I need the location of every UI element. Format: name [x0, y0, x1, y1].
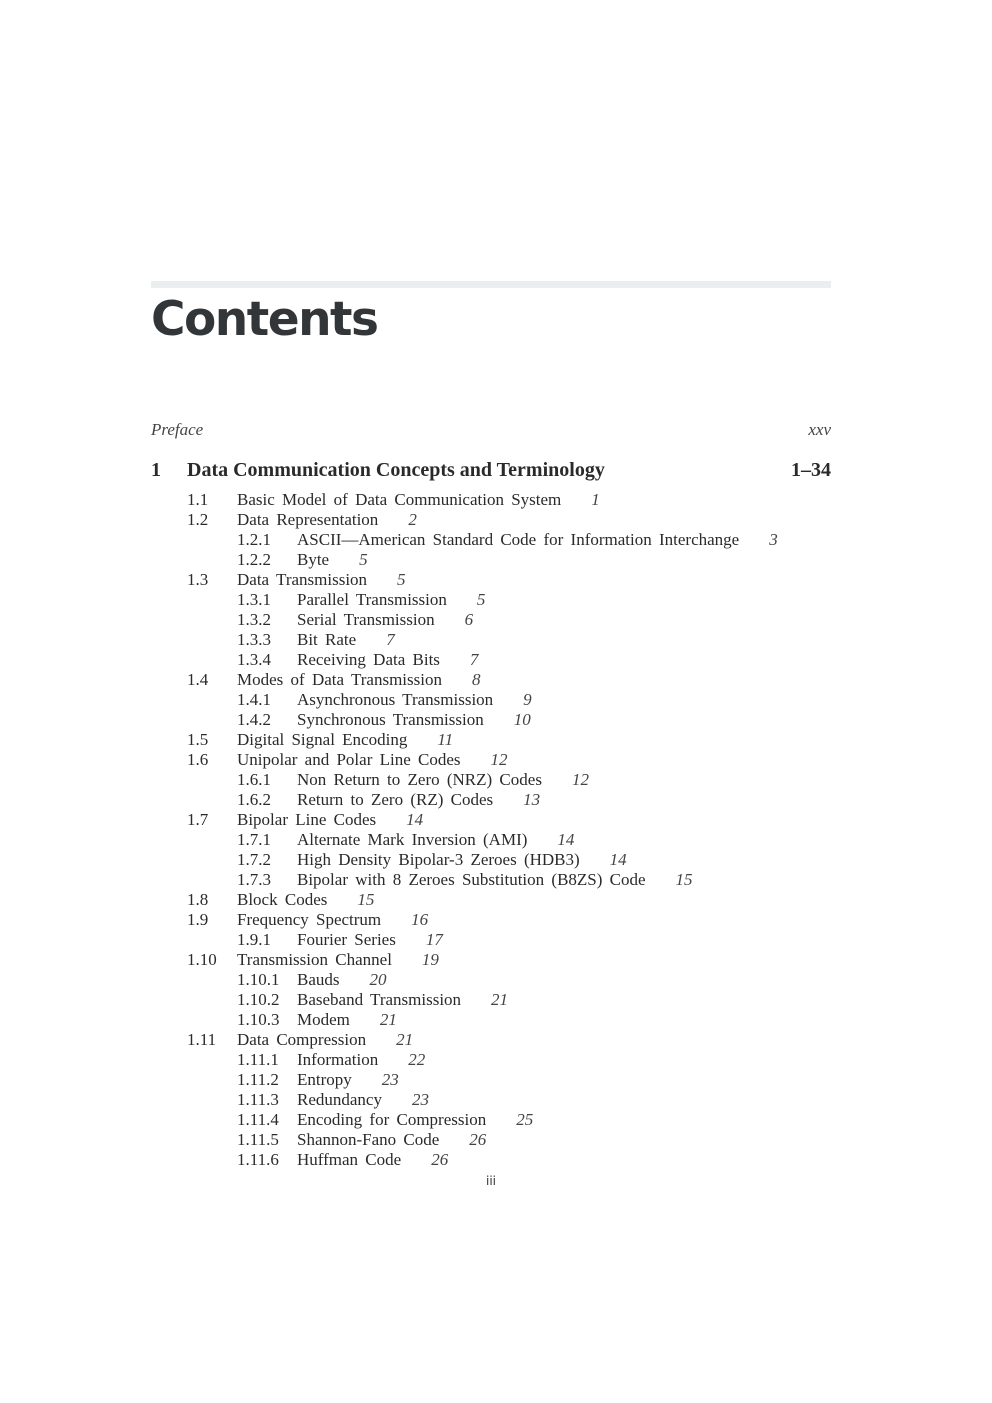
entry-title: Frequency Spectrum	[237, 910, 382, 929]
entry-page: 21	[396, 1030, 414, 1049]
entry-title: Bit Rate	[297, 630, 357, 649]
entry-title: Modem	[297, 1010, 350, 1029]
entry-page: 14	[609, 850, 627, 869]
entry-page: 1	[591, 490, 600, 509]
entry-title: Synchronous Transmission	[297, 710, 484, 729]
entry-title: Serial Transmission	[297, 610, 435, 629]
entry-page: 23	[411, 1090, 429, 1109]
entry-title: Transmission Channel	[237, 950, 392, 969]
entry-page: 5	[397, 570, 406, 589]
entry-number: 1.10.2	[237, 990, 280, 1009]
entry-number: 1.10	[187, 950, 217, 969]
entry-title: Data Transmission	[237, 570, 368, 589]
entry-page: 23	[381, 1070, 399, 1089]
entry-number: 1.11.3	[237, 1090, 279, 1109]
preface-page: xxv	[808, 420, 831, 439]
entry-page: 21	[491, 990, 509, 1009]
entry-number: 1.4.1	[237, 690, 271, 709]
entry-page: 22	[408, 1050, 426, 1069]
entry-page: 21	[379, 1010, 397, 1029]
entry-number: 1.5	[187, 730, 209, 749]
chapter-title[interactable]: Data Communication Concepts and Terminology	[187, 459, 605, 481]
entry-title: Alternate Mark Inversion (AMI)	[297, 830, 528, 849]
entry-title: Bipolar Line Codes	[237, 810, 377, 829]
entry-page: 19	[421, 950, 439, 969]
entry-page: 6	[464, 610, 474, 629]
entry-title: Bauds	[297, 970, 340, 989]
entry-page: 9	[523, 690, 532, 709]
entry-title: Shannon-Fano Code	[297, 1130, 440, 1149]
entry-number: 1.3.4	[237, 650, 271, 669]
entry-page: 16	[411, 910, 429, 929]
entry-page: 10	[513, 710, 531, 729]
entry-number: 1.11.6	[237, 1150, 279, 1169]
page-title: Contents	[151, 292, 378, 347]
entry-title: Entropy	[297, 1070, 352, 1089]
entry-title: Bipolar with 8 Zeroes Substitution (B8ZS) Code	[297, 870, 646, 889]
entry-page: 14	[406, 810, 424, 829]
entry-title: ASCII—American Standard Code for Information Interchange	[297, 530, 740, 549]
entry-number: 1.9.1	[237, 930, 271, 949]
entry-page: 25	[516, 1110, 534, 1129]
entry-title: Byte	[297, 550, 330, 569]
entry-title: Baseband Transmission	[297, 990, 462, 1009]
entry-page: 8	[471, 670, 481, 689]
entry-number: 1.7	[187, 810, 209, 829]
entry-number: 1.7.1	[237, 830, 271, 849]
entry-title: Return to Zero (RZ) Codes	[297, 790, 494, 809]
entry-page: 7	[386, 630, 395, 649]
entry-number: 1.6	[187, 750, 209, 769]
entry-title: High Density Bipolar-3 Zeroes (HDB3)	[297, 850, 580, 869]
entry-number: 1.10.3	[237, 1010, 280, 1029]
entry-number: 1.11.2	[237, 1070, 279, 1089]
entry-page: 26	[431, 1150, 449, 1169]
entry-page: 26	[469, 1130, 487, 1149]
entry-title: Redundancy	[297, 1090, 382, 1109]
entry-page: 13	[523, 790, 541, 809]
top-rule	[151, 281, 831, 288]
entry-page: 20	[369, 970, 387, 989]
entry-title: Data Representation	[237, 510, 379, 529]
entry-number: 1.3.1	[237, 590, 271, 609]
entry-number: 1.10.1	[237, 970, 280, 989]
entry-page: 3	[769, 530, 778, 549]
entry-title: Modes of Data Transmission	[237, 670, 442, 689]
entry-page: 15	[675, 870, 693, 889]
entry-number: 1.6.1	[237, 770, 271, 789]
entry-page: 12	[571, 770, 589, 789]
entry-title: Information	[297, 1050, 379, 1069]
entry-title: Fourier Series	[297, 930, 396, 949]
entry-title: Basic Model of Data Communication System	[237, 490, 562, 509]
entry-title: Block Codes	[237, 890, 328, 909]
entry-number: 1.7.2	[237, 850, 271, 869]
entry-page: 7	[469, 650, 479, 669]
entry-number: 1.11.4	[237, 1110, 279, 1129]
entry-number: 1.11	[187, 1030, 217, 1049]
entry-number: 1.4.2	[237, 710, 271, 729]
entry-number: 1.6.2	[237, 790, 271, 809]
entry-title: Data Compression	[237, 1030, 367, 1049]
entry-title: Huffman Code	[297, 1150, 402, 1169]
entry-page: 15	[357, 890, 375, 909]
entry-page: 17	[425, 930, 443, 949]
entry-page: 11	[437, 730, 454, 749]
entry-title: Digital Signal Encoding	[237, 730, 408, 749]
chapter-pages: 1–34	[791, 459, 831, 481]
entry-page: 2	[408, 510, 417, 529]
entry-title: Unipolar and Polar Line Codes	[237, 750, 461, 769]
entry-title: Parallel Transmission	[297, 590, 447, 609]
entry-number: 1.2.2	[237, 550, 271, 569]
page-folio: iii	[485, 1174, 496, 1188]
entry-number: 1.1	[187, 490, 209, 509]
entry-title: Non Return to Zero (NRZ) Codes	[297, 770, 542, 789]
entry-page: 5	[359, 550, 368, 569]
entry-number: 1.8	[187, 890, 209, 909]
entry-number: 1.7.3	[237, 870, 271, 889]
entry-page: 5	[476, 590, 486, 609]
entry-title: Receiving Data Bits	[297, 650, 440, 669]
entry-number: 1.2	[187, 510, 209, 529]
entry-number: 1.3	[187, 570, 209, 589]
entry-number: 1.4	[187, 670, 209, 689]
entry-title: Encoding for Compression	[297, 1110, 487, 1129]
entry-page: 12	[490, 750, 508, 769]
entry-number: 1.11.1	[237, 1050, 279, 1069]
entry-number: 1.3.3	[237, 630, 271, 649]
entry-title: Asynchronous Transmission	[297, 690, 494, 709]
chapter-number: 1	[151, 459, 161, 481]
entry-number: 1.9	[187, 910, 209, 929]
preface-link[interactable]: Preface	[151, 420, 204, 439]
entry-number: 1.11.5	[237, 1130, 279, 1149]
entry-number: 1.2.1	[237, 530, 271, 549]
entry-page: 14	[557, 830, 575, 849]
entry-number: 1.3.2	[237, 610, 271, 629]
